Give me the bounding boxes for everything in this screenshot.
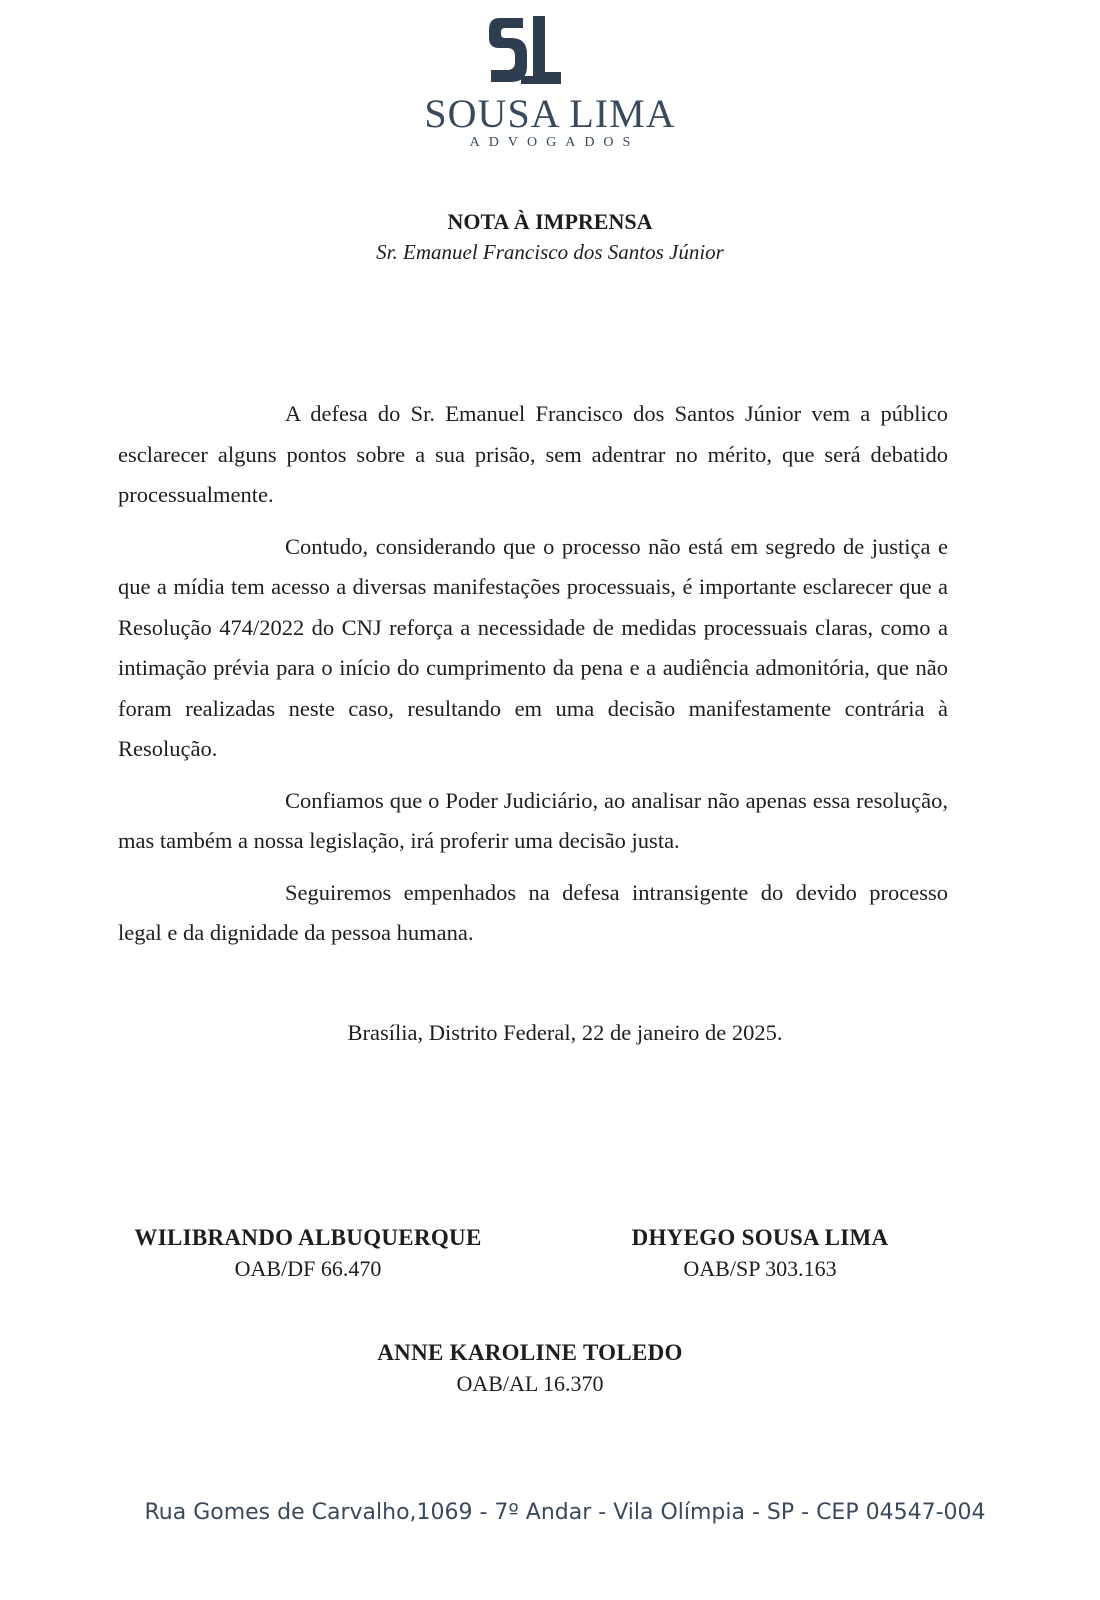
signatory-name: DHYEGO SOUSA LIMA [631,1225,889,1250]
body-paragraph: Confiamos que o Poder Judiciário, ao analisar não apenas essa resolução, mas também a nossa legislação, irá proferir uma decisão justa. [118,787,948,853]
footer-address: Rua Gomes de Carvalho,1069 - 7º Andar - Vila Olímpia - SP - CEP 04547-004 [144,1500,986,1525]
body-paragraph: A defesa do Sr. Emanuel Francisco dos Santos Júnior vem a público esclarecer alguns pontos sobre a sua prisão, sem adentrar no mérito, que será debatido processualmente. [118,401,948,507]
signatory-name: WILIBRANDO ALBUQUERQUE [134,1225,482,1250]
firm-name: SOUSA LIMA [424,91,676,136]
signatory-oab: OAB/AL 16.370 [456,1371,604,1396]
signatory-name: ANNE KAROLINE TOLEDO [377,1340,683,1365]
signatory-oab: OAB/DF 66.470 [234,1256,382,1281]
signatory [108,1222,508,1284]
sl-monogram-icon [485,12,565,92]
signatory-oab: OAB/SP 303.163 [683,1256,837,1281]
note-subject: Sr. Emanuel Francisco dos Santos Júnior [376,240,724,264]
body-paragraph: Contudo, considerando que o processo não está em segredo de justiça e que a mídia tem acesso a diversas manifestações processuais, é importante esclarecer que a Resolução 474/2022 do CNJ reforça a necessidade de medidas processuais claras, como a intimação prévia para o início do cumprimento da pena e a audiência admonitória, que não foram realizadas neste caso, resultando em uma decisão manifestamente contrária à Resolução. [118,533,948,761]
firm-subtitle: ADVOGADOS [469,135,640,150]
note-title: NOTA À IMPRENSA [447,209,653,234]
signatory [330,1337,730,1399]
signatory [580,1222,940,1284]
date-line: Brasília, Distrito Federal, 22 de janeiro de 2025. [347,1020,783,1045]
body-paragraph: Seguiremos empenhados na defesa intransigente do devido processo legal e da dignidade da pessoa humana. [118,879,948,945]
press-note-body [118,394,948,965]
